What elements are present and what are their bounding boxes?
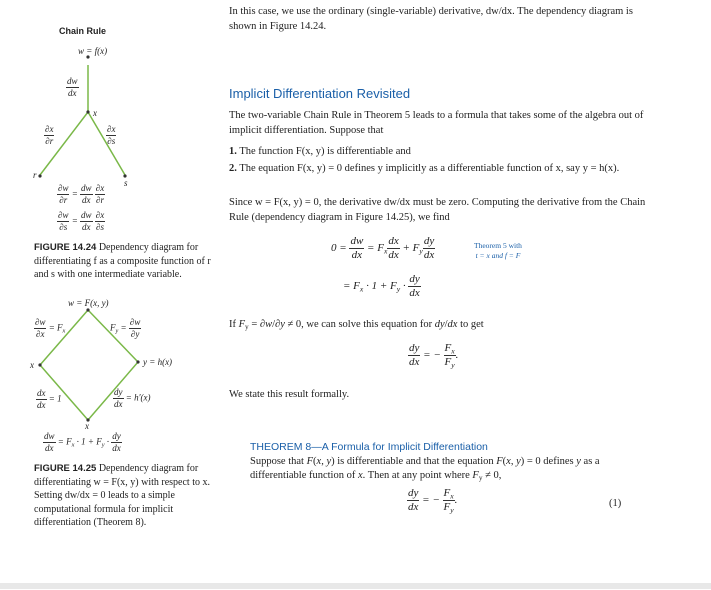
fig25-dxdx-label: $\frac{dx}{dx}$ = 1 — [37, 388, 62, 410]
chain-eq-line1: 0 = $\frac{dw}{dx}$ = $F_x$ $\frac{dx}{dx}$ + $F_y$ $\frac{dy}{dx}$ — [331, 235, 435, 261]
theorem-eq: $\frac{dy}{dx}$ = − $\frac{F_x}{F_y}$ . — [408, 487, 458, 515]
theorem-title: THEOREM 8—A Formula for Implicit Differentiation — [250, 441, 488, 453]
fig24-node-x — [86, 110, 89, 113]
fig25-node-w — [86, 308, 89, 311]
fig24-dx-dr: $\frac{\partial x}{\partial r}$ — [45, 124, 54, 146]
section-title: Implicit Differentiation Revisited — [229, 86, 411, 101]
fig24-heading: Chain Rule — [59, 26, 107, 36]
fig25-bottom-x: x — [85, 421, 89, 431]
fig25-y-label: y = h(x) — [143, 357, 173, 367]
fig24-dw-dx: $\frac{dw}{dx}$ — [67, 76, 78, 98]
fig25-top-eq: w = F(x, y) — [68, 298, 109, 308]
theorem-body: Suppose that F(x, y) is differentiable and that the equation F(x, y) = 0 defines y as a differentiable function of x. Then at any point where $F_y \ne 0$, — [250, 456, 600, 483]
para1: The two-variable Chain Rule in Theorem 5 leads to a formula that takes some of the algebra out of implicit differentiation. Suppose that — [229, 110, 644, 136]
fig25-dydx-label: $\frac{dy}{dx}$ = h′(x) — [114, 387, 151, 409]
fig25-node-y — [136, 360, 139, 363]
fig24-dx-ds: $\frac{\partial x}{\partial s}$ — [107, 124, 116, 146]
fig25-bottom-eq: $\frac{dw}{dx}$ = $F_x \cdot 1 + F_y$ · $\frac{dy}{dx}$ — [44, 431, 121, 453]
fig24-r-label: r — [33, 170, 37, 180]
fig25-caption: FIGURE 14.25 Dependency diagram for differentiating w = F(x, y) with respect to x. Setting dw/dx = 0 leads to a simple computational formula for implicit differentiation (Theorem 8). — [34, 463, 210, 528]
eq-number: (1) — [609, 498, 622, 509]
intro-paragraph: In this case, we use the ordinary (single-variable) derivative, dw/dx. The dependency diagram is shown in Figure 14.24. — [229, 6, 633, 32]
fig24-eq-dr: $\frac{\partial w}{\partial r}$ = $\frac{dw}{dx}$ $\frac{\partial x}{\partial r}$ — [58, 183, 105, 205]
item2: 2. The equation F(x, y) = 0 defines y implicitly as a differentiable function of x, say y = h(x). — [229, 163, 620, 174]
fig24-s-label: s — [124, 178, 128, 188]
para2: Since w = F(x, y) = 0, the derivative dw/dx must be zero. Computing the derivative from the Chain Rule (dependency diagram in Figure 14.25), we find — [229, 197, 646, 223]
fig24-eq-ds: $\frac{\partial w}{\partial s}$ = $\frac{dw}{dx}$ $\frac{\partial x}{\partial s}$ — [58, 210, 105, 232]
item1: 1. The function F(x, y) is differentiable and — [229, 146, 411, 157]
solved-eq: $\frac{dy}{dx}$ = − $\frac{F_x}{F_y}$ . — [409, 342, 459, 370]
fig24-node-r — [38, 174, 41, 177]
para3: If $F_y = \partial w/\partial y \ne 0$, we can solve this equation for dy/dx to get — [229, 319, 484, 332]
theorem-note: Theorem 5 with t = x and f = F — [474, 241, 522, 260]
chain-eq-line2: = $F_x \cdot 1 + F_y$ · $\frac{dy}{dx}$ — [343, 273, 420, 299]
para4: We state this result formally. — [229, 389, 350, 400]
fig24-x-label: x — [93, 108, 97, 118]
page-bottom-band — [0, 583, 711, 589]
fig25-x-label: x — [30, 360, 34, 370]
fig25-left-label: $\frac{\partial w}{\partial x}$ = $F_x$ — [35, 317, 66, 339]
fig24-caption: FIGURE 14.24 Dependency diagram for differentiating f as a composite function of r and s with one intermediate variable. — [34, 242, 211, 280]
fig25-node-x — [38, 363, 41, 366]
fig25-right-label: $F_y$ = $\frac{\partial w}{\partial y}$ — [110, 317, 141, 339]
fig24-top-eq: w = f(x) — [78, 46, 108, 56]
